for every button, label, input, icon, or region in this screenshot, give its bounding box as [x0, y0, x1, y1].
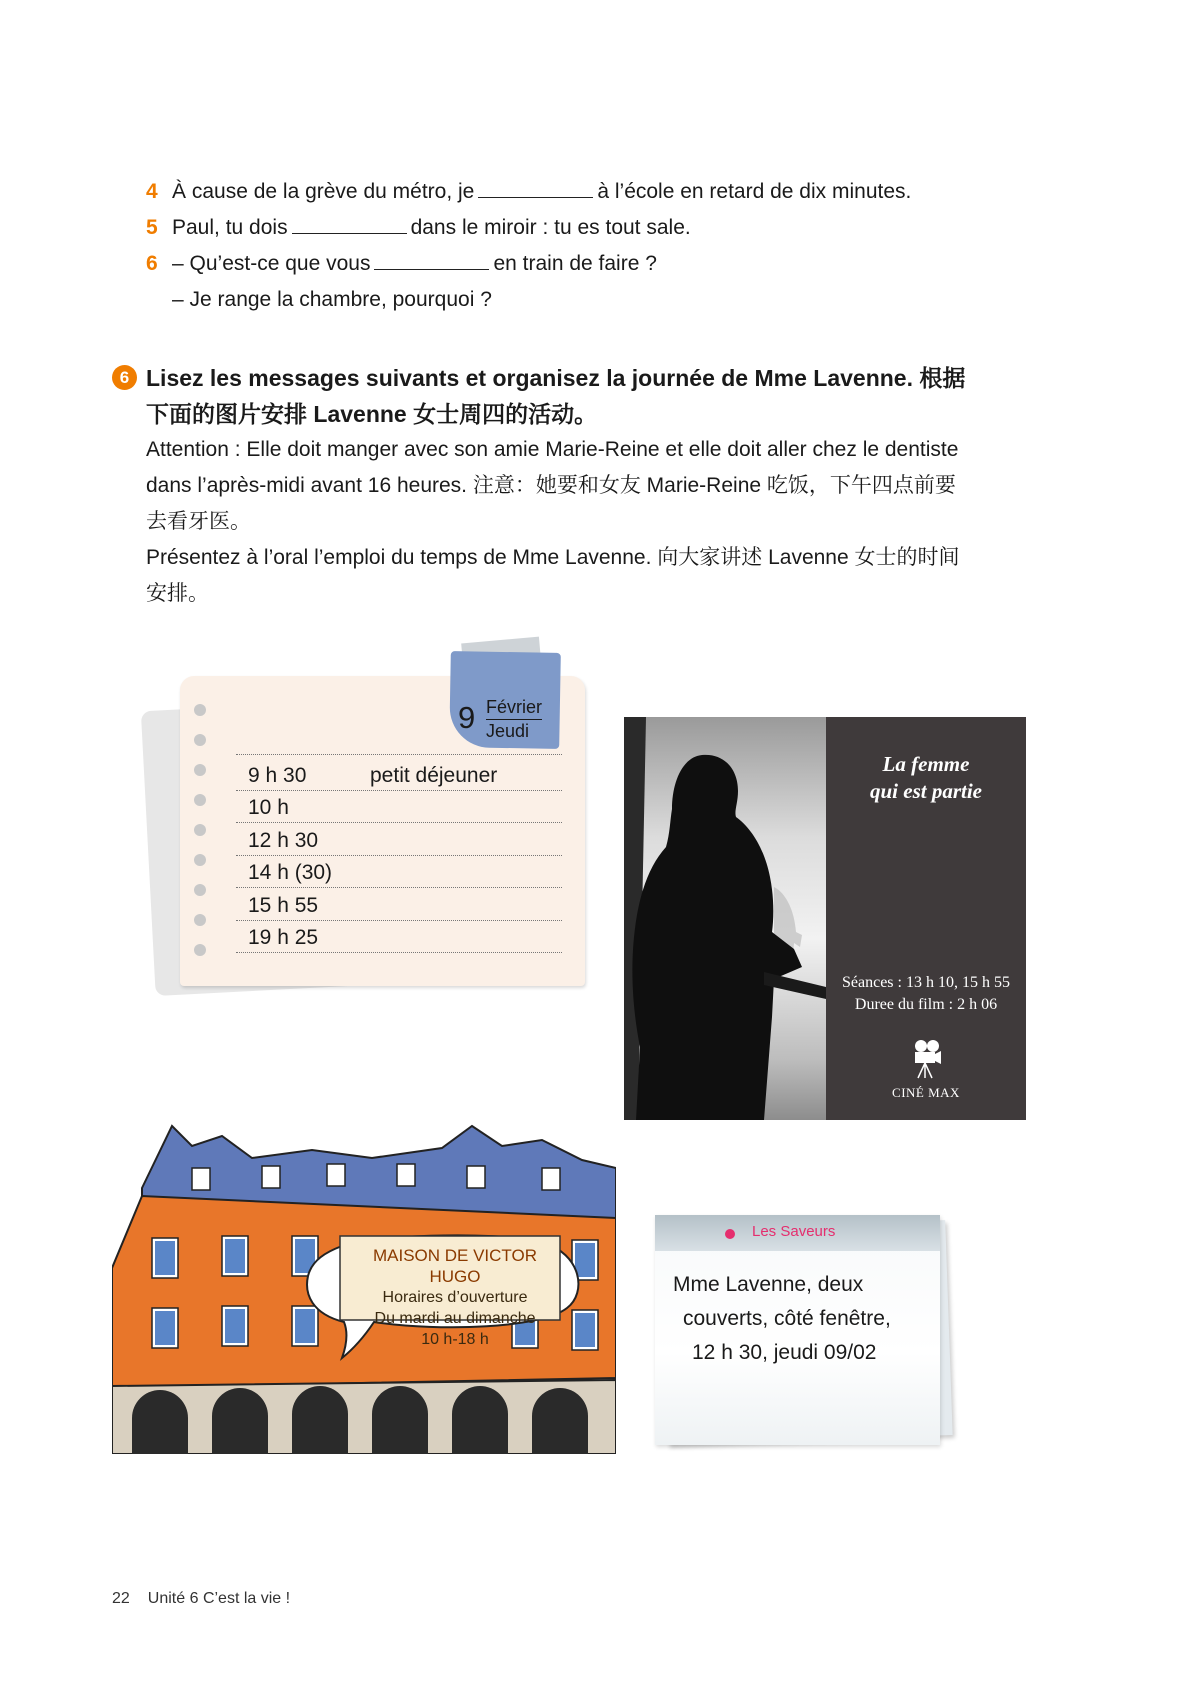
agenda-time: 9 h 30 — [248, 764, 307, 787]
reservation-line: couverts, côté fenêtre, — [683, 1307, 891, 1330]
agenda-rule — [236, 822, 562, 823]
card-header-band — [655, 1215, 940, 1251]
agenda-time: 15 h 55 — [248, 894, 319, 917]
instruction-line: 去看牙医。 — [146, 510, 251, 533]
film-info — [826, 972, 1026, 1016]
agenda-time: 12 h 30 — [248, 829, 319, 852]
instruction-line: Présentez à l’oral l’emploi du temps de Mme Lavenne. 向大家讲述 Lavenne 女士的时间 — [146, 546, 960, 569]
exercise-heading — [146, 360, 1026, 432]
agenda-rule — [236, 754, 562, 755]
agenda-weekday: Jeudi — [486, 721, 530, 741]
agenda-rule — [236, 920, 562, 921]
museum-hours-line: Du mardi au dimanche — [374, 1310, 536, 1327]
reservation-line: 12 h 30, jeudi 09/02 — [692, 1341, 877, 1364]
film-camera-icon — [912, 1039, 942, 1079]
exercise-line-6-reply — [172, 286, 492, 314]
cinema-poster — [624, 717, 1026, 1120]
line-text-before: Paul, tu dois — [172, 216, 288, 239]
ring-hole — [194, 824, 206, 836]
restaurant-brand: Les Saveurs — [752, 1223, 836, 1240]
exercise-number-badge: 6 — [112, 365, 137, 390]
brand-dot-icon — [725, 1229, 735, 1239]
museum-title: MAISON DE VICTOR HUGO — [372, 1246, 538, 1286]
museum-hours-line: 10 h-18 h — [421, 1331, 489, 1348]
agenda-rule — [236, 952, 562, 953]
instruction-attention — [146, 432, 1026, 540]
ring-hole — [194, 734, 206, 746]
line-text-before: – Je range la chambre, pourquoi ? — [172, 288, 492, 311]
line-text-before: – Qu’est-ce que vous — [172, 252, 371, 275]
line-text-before: À cause de la grève du métro, je — [172, 180, 475, 203]
film-title-line: qui est partie — [869, 779, 982, 803]
ring-hole — [194, 764, 206, 776]
ring-hole — [194, 854, 206, 866]
line-number: 5 — [146, 216, 158, 239]
reservation-line: Mme Lavenne, deux — [673, 1273, 864, 1296]
agenda-time: 19 h 25 — [248, 926, 319, 949]
line-text-after: en train de faire ? — [493, 252, 657, 275]
agenda-time: 10 h — [248, 796, 289, 819]
line-number: 4 — [146, 180, 158, 203]
film-title-line: La femme — [882, 752, 970, 776]
ring-hole — [194, 794, 206, 806]
fill-blank — [292, 215, 407, 234]
exercise-line-4 — [146, 178, 911, 206]
agenda-activity: petit déjeuner — [370, 764, 498, 787]
instruction-line: 安排。 — [146, 582, 209, 605]
heading-line: Lisez les messages suivants et organisez la journée de Mme Lavenne. 根据 — [146, 365, 966, 391]
instruction-presentez — [146, 540, 1026, 612]
line-text-after: dans le miroir : tu es tout sale. — [410, 216, 691, 239]
ring-hole — [194, 884, 206, 896]
museum-hours-line: Horaires d’ouverture — [382, 1289, 528, 1306]
agenda-time: 14 h (30) — [248, 861, 333, 884]
film-duration: Duree du film : 2 h 06 — [854, 996, 998, 1013]
woman-silhouette-image — [624, 717, 826, 1120]
fill-blank — [478, 179, 593, 198]
film-title — [826, 751, 1026, 805]
line-text-after: à l’école en retard de dix minutes. — [597, 180, 912, 203]
heading-line: 下面的图片安排 Lavenne 女士周四的活动。 — [146, 401, 598, 427]
ring-hole — [194, 914, 206, 926]
instruction-line: Attention : Elle doit manger avec son amie Marie-Reine et elle doit aller chez le dentiste — [146, 438, 959, 461]
agenda-rule — [236, 790, 562, 791]
instruction-line: dans l’après-midi avant 16 heures. 注意：她要和女友 Marie-Reine 吃饭，下午四点前要 — [146, 474, 956, 497]
agenda-day: 9 — [458, 700, 476, 735]
line-number: 6 — [146, 252, 158, 275]
agenda-month: Février — [486, 697, 542, 720]
film-sessions: Séances : 13 h 10, 15 h 55 — [842, 974, 1010, 991]
ring-hole — [194, 704, 206, 716]
unit-title: Unité 6 C’est la vie ! — [147, 1590, 291, 1607]
exercise-line-6 — [146, 250, 657, 278]
fill-blank — [374, 251, 489, 270]
cinema-brand: CINÉ MAX — [892, 1085, 960, 1100]
museum-opening-hours — [350, 1245, 560, 1350]
agenda-rule — [236, 887, 562, 888]
ring-hole — [194, 944, 206, 956]
page-footer — [112, 1590, 290, 1608]
agenda-rule — [236, 855, 562, 856]
exercise-line-5 — [146, 214, 691, 242]
restaurant-reservation-card — [655, 1215, 940, 1445]
page-number: 22 — [112, 1590, 130, 1607]
